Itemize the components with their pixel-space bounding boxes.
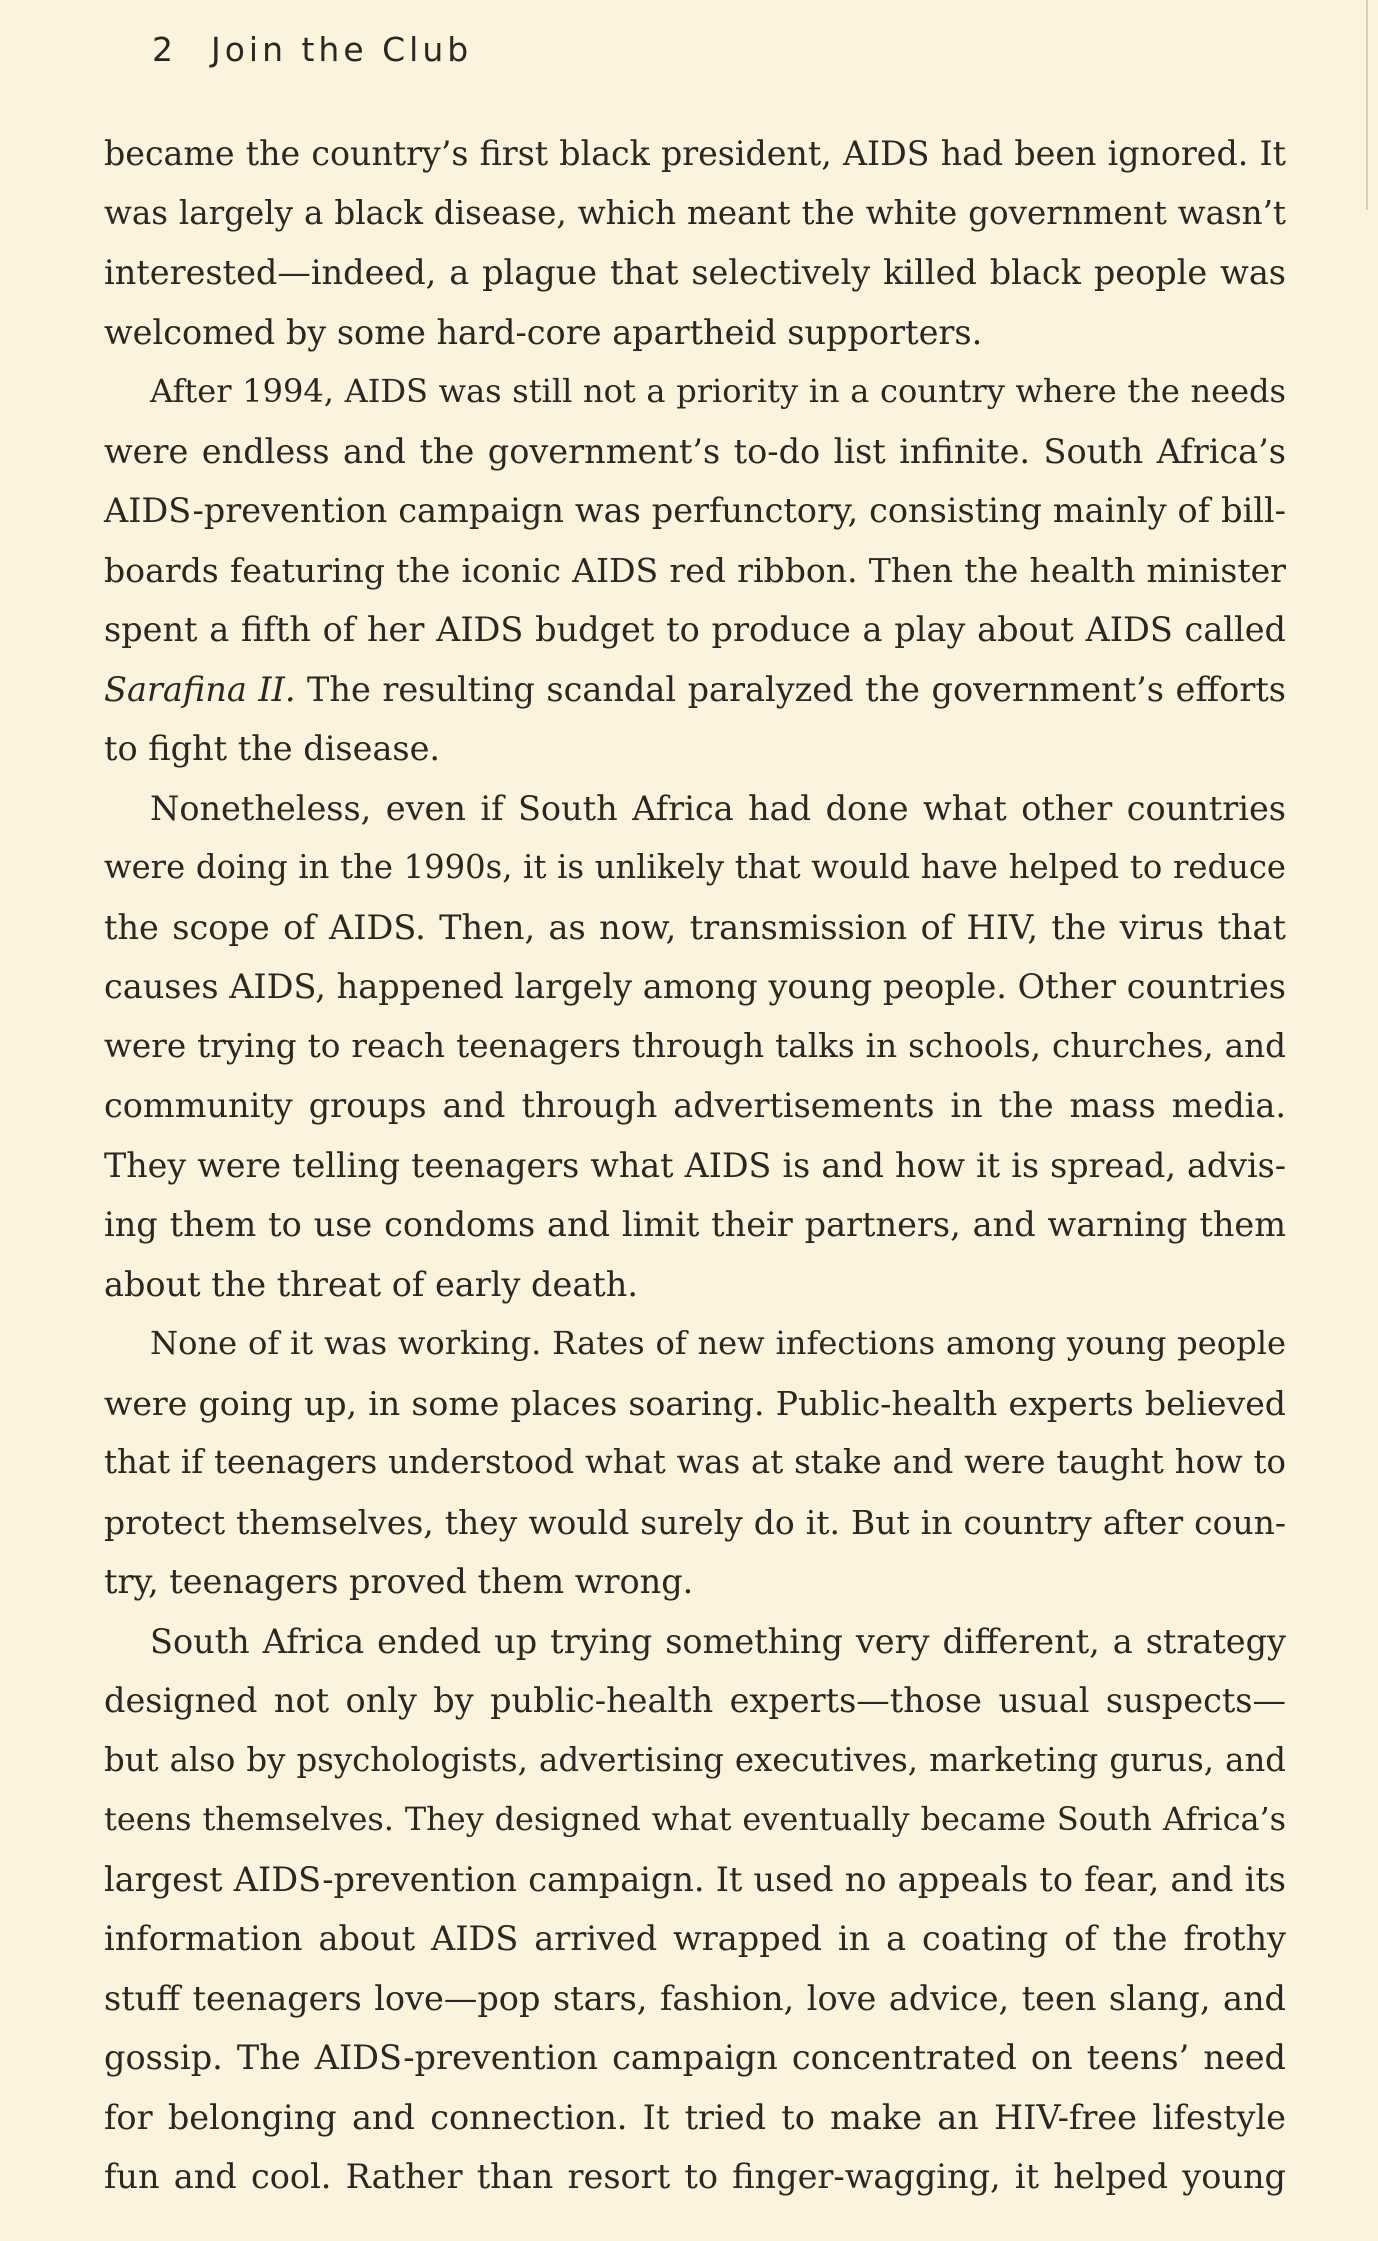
line-text: The resulting scandal paralyzed the government’s efforts	[295, 669, 1286, 709]
text-line	[104, 1671, 1286, 1731]
text-line	[104, 957, 1286, 1017]
text-line	[104, 481, 1286, 541]
line-text: were going up, in some places soaring. Public-health experts believed	[104, 1383, 1286, 1423]
text-line	[104, 1969, 1286, 2029]
line-text: community groups and through advertisements in the mass media.	[104, 1086, 1286, 1125]
text-line	[104, 2088, 1286, 2148]
text-line	[104, 779, 1286, 839]
line-text: protect themselves, they would surely do it. But in country after coun-	[104, 1502, 1286, 1542]
text-line	[104, 1493, 1286, 1553]
line-text: causes AIDS, happened largely among young people. Other countries	[104, 967, 1286, 1006]
text-line	[104, 1255, 1286, 1315]
line-text: ing them to use condoms and limit their partners, and warning them	[104, 1205, 1286, 1244]
line-text: but also by psychologists, advertising executives, marketing gurus, and	[104, 1740, 1286, 1779]
text-line	[104, 362, 1286, 422]
italic-title: Sarafina II.	[104, 669, 296, 709]
line-text: for belonging and connection. It tried to make an HIV-free lifestyle	[104, 2097, 1286, 2137]
line-text: After 1994, AIDS was still not a priority in a country where the needs	[150, 372, 1286, 410]
line-text: were endless and the government’s to-do list infinite. South Africa’s	[104, 431, 1286, 471]
line-text: were trying to reach teenagers through talks in schools, churches, and	[104, 1026, 1286, 1065]
line-text: the scope of AIDS. Then, as now, transmission of HIV, the virus that	[104, 907, 1286, 947]
line-text: was largely a black disease, which meant the white government wasn’t	[104, 193, 1286, 232]
line-text: They were telling teenagers what AIDS is and how it is spread, advis-	[104, 1145, 1286, 1185]
text-line	[104, 2147, 1286, 2207]
text-line	[104, 719, 1286, 779]
text-line	[104, 1850, 1286, 1910]
line-text: welcomed by some hard-core apartheid supporters.	[104, 312, 983, 352]
running-head	[152, 30, 472, 69]
text-line	[104, 1612, 1286, 1672]
text-line	[104, 124, 1286, 184]
chapter-title: Join the Club	[211, 30, 473, 69]
text-line	[104, 1374, 1286, 1434]
line-text: South Africa ended up trying something very different, a strategy	[150, 1621, 1286, 1661]
text-line	[104, 1552, 1286, 1612]
line-text: Nonetheless, even if South Africa had done what other countries	[150, 788, 1286, 828]
text-line	[104, 600, 1286, 660]
line-text: interested—indeed, a plague that selectively killed black people was	[104, 253, 1286, 292]
page-number: 2	[152, 30, 177, 69]
line-text: about the threat of early death.	[104, 1264, 638, 1304]
line-text: information about AIDS arrived wrapped in a coating of the frothy	[104, 1919, 1286, 1958]
text-line	[104, 1017, 1286, 1077]
text-line	[104, 243, 1286, 303]
text-line	[104, 1136, 1286, 1196]
text-line	[104, 2028, 1286, 2088]
text-line	[104, 1790, 1286, 1850]
line-text: largest AIDS-prevention campaign. It used no appeals to fear, and its	[104, 1859, 1286, 1899]
text-line	[104, 898, 1286, 958]
text-line	[104, 1076, 1286, 1136]
text-line	[104, 1314, 1286, 1374]
text-line	[104, 184, 1286, 244]
line-text: stuff teenagers love—pop stars, fashion, love advice, teen slang, and	[104, 1978, 1286, 2018]
text-line	[104, 422, 1286, 482]
line-text: boards featuring the iconic AIDS red ribbon. Then the health minister	[104, 550, 1286, 590]
line-text: fun and cool. Rather than resort to finger-wagging, it helped young	[104, 2157, 1286, 2196]
scan-edge-shadow	[1366, 0, 1368, 210]
line-text: designed not only by public-health experts—those usual suspects—	[104, 1681, 1286, 1720]
text-line	[104, 1433, 1286, 1493]
text-line	[104, 1731, 1286, 1791]
text-line	[104, 1909, 1286, 1969]
line-text: AIDS-prevention campaign was perfunctory, consisting mainly of bill-	[104, 491, 1286, 530]
text-line	[104, 303, 1286, 363]
line-text: gossip. The AIDS-prevention campaign concentrated on teens’ need	[104, 2038, 1286, 2077]
text-line	[104, 1195, 1286, 1255]
line-text: to fight the disease.	[104, 729, 441, 768]
text-line	[104, 541, 1286, 601]
line-text: None of it was working. Rates of new infections among young people	[150, 1324, 1286, 1362]
line-text: that if teenagers understood what was at stake and were taught how to	[104, 1443, 1286, 1481]
text-line	[104, 660, 1286, 720]
line-text: became the country’s first black president, AIDS had been ignored. It	[104, 134, 1286, 173]
body-text	[104, 124, 1286, 2207]
line-text: were doing in the 1990s, it is unlikely that would have helped to reduce	[104, 848, 1286, 886]
line-text: teens themselves. They designed what eventually became South Africa’s	[104, 1800, 1286, 1838]
line-text: spent a fifth of her AIDS budget to produce a play about AIDS called	[104, 610, 1286, 649]
line-text: try, teenagers proved them wrong.	[104, 1562, 694, 1601]
text-line	[104, 838, 1286, 898]
